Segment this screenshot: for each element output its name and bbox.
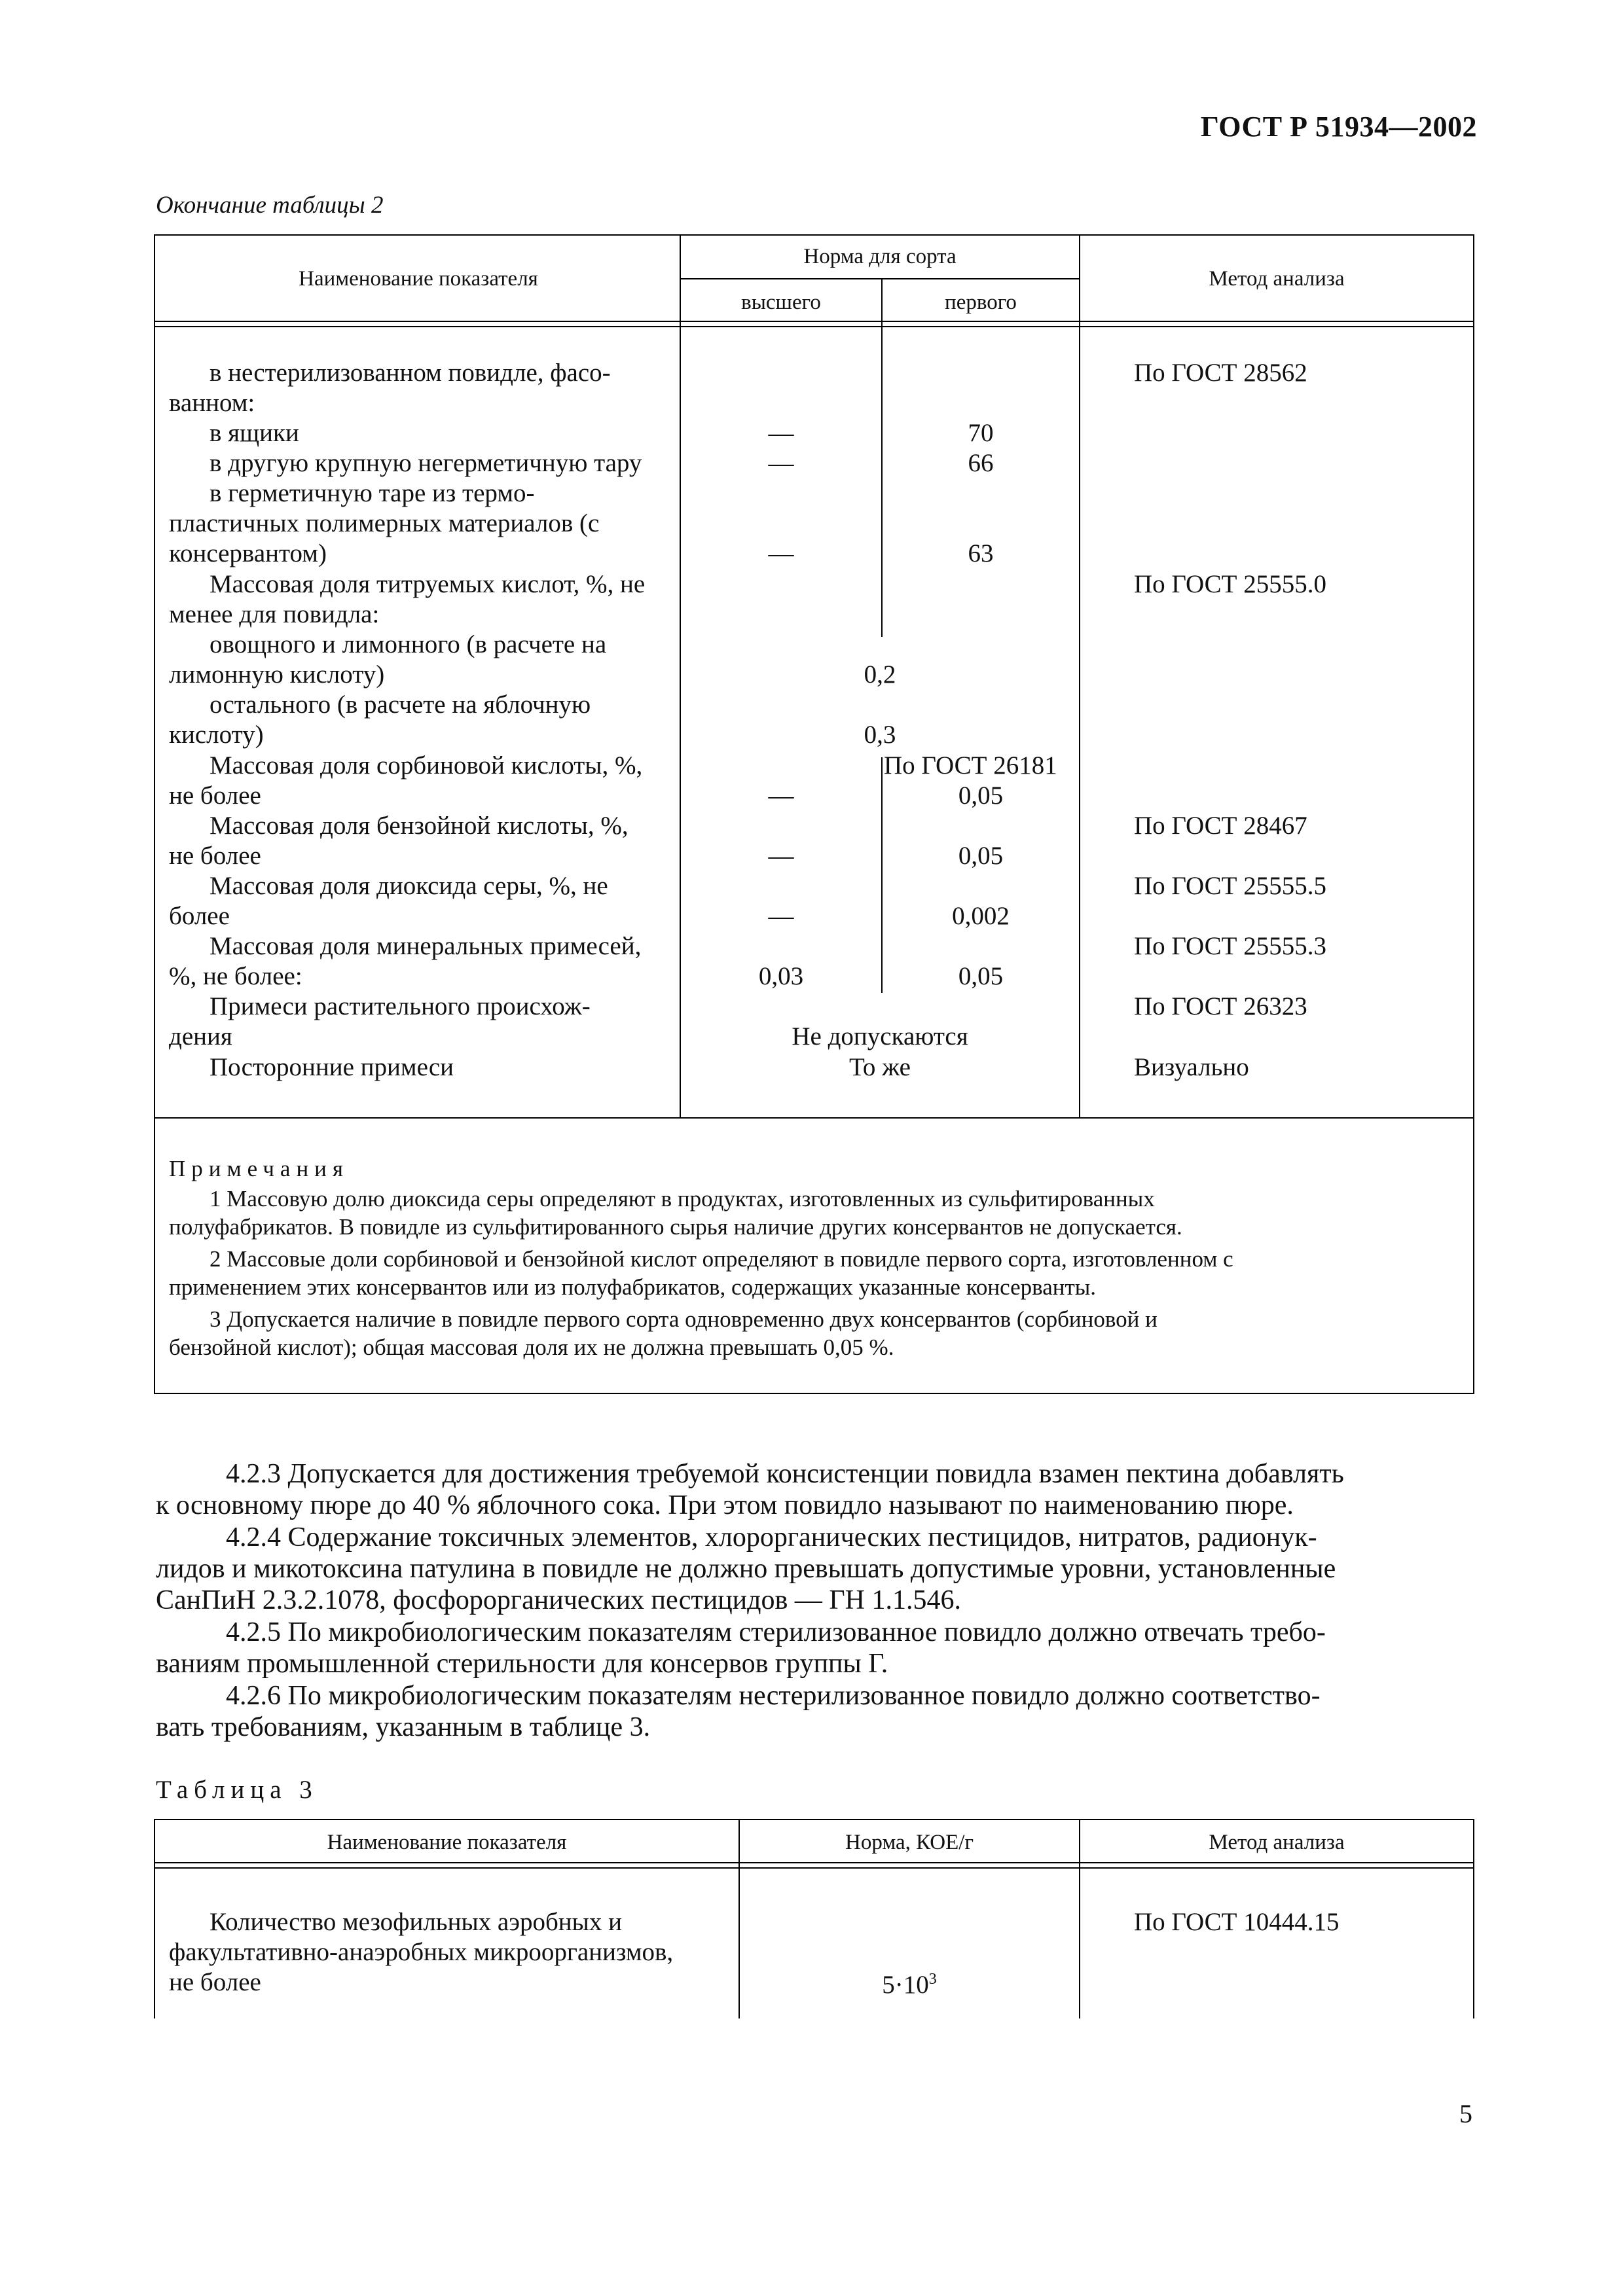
page-number: 5 [1459,2099,1472,2128]
row-label: Массовая доля минеральных примесей, [210,932,642,960]
row-label: не более [169,1968,261,1996]
row-label: Массовая доля диоксида серы, %, не [210,872,608,900]
paragraph-4-2-4: лидов и микотоксина патулина в повидле не должно превышать допустимые уровни, установленные [156,1554,1336,1584]
row-label: консервантом) [169,539,327,567]
note-3: бензойной кислот); общая массовая доля их не должна превышать 0,05 %. [169,1335,894,1360]
table2-caption: Окончание таблицы 2 [156,192,384,219]
row-method: По ГОСТ 25555.5 [1134,872,1326,900]
row-method: По ГОСТ 10444.15 [1134,1908,1340,1936]
row-method: По ГОСТ 26181 [884,751,1057,780]
note-2: применением этих консервантов или из полуфабрикатов, содержащих указанные консерванты. [169,1274,1097,1300]
row-norm-both: Не допускаются [792,1022,968,1050]
row-label: овощного и лимонного (в расчете на [210,630,607,658]
row-label: менее для повидла: [169,600,380,628]
row-first: 0,002 [952,902,1010,930]
row-label: в герметичную таре из термо- [210,479,535,507]
row-label: дения [169,1022,232,1050]
row-first: 66 [968,449,994,477]
row-label: в другую крупную негерметичную тару [210,449,642,477]
col-header-indicator: Наименование показателя [299,267,538,291]
note-3: 3 Допускается наличие в повидле первого сорта одновременно двух консервантов (сорбиновой и [210,1306,1158,1332]
row-first: 0,05 [958,842,1004,870]
note-1: полуфабрикатов. В повидле из сульфитированного сырья наличие других консервантов не допускается. [169,1214,1182,1240]
document-id: ГОСТ Р 51934—2002 [1200,111,1477,143]
row-first: 0,05 [958,781,1004,810]
row-method: По ГОСТ 28562 [1134,359,1307,387]
t3-col-header-method: Метод анализа [1209,1831,1345,1854]
col-header-norm: Норма для сорта [803,245,957,268]
t3-col-header-indicator: Наименование показателя [327,1831,567,1854]
paragraph-4-2-3: к основному пюре до 40 % яблочного сока. При этом повидло называют по наименованию пюре. [156,1490,1294,1520]
row-label: кислоту) [169,721,264,749]
row-method: По ГОСТ 26323 [1134,992,1307,1020]
row-norm-both: 0,3 [864,721,896,749]
row-label: лимонную кислоту) [169,660,385,689]
row-label: не более [169,781,261,810]
row-method: По ГОСТ 25555.0 [1134,570,1326,598]
col-header-method: Метод анализа [1209,267,1345,291]
row-norm [740,1970,1079,2000]
t3-col-header-norm: Норма, КОЕ/г [845,1831,974,1854]
row-label: не более [169,842,261,870]
paragraph-4-2-5: 4.2.5 По микробиологическим показателям стерилизованное повидло должно отвечать требо- [226,1617,1326,1647]
col-header-first: первого [945,291,1017,314]
table3-caption: Таблица 3 [156,1776,318,1804]
paragraph-4-2-4: 4.2.4 Содержание токсичных элементов, хлорорганических пестицидов, нитратов, радионук- [226,1522,1317,1552]
norm-exponent: 3 [928,1971,937,1988]
row-label: более [169,902,230,930]
row-first: 0,05 [958,962,1004,990]
paragraph-4-2-6: вать требованиям, указанным в таблице 3. [156,1712,651,1742]
row-label: факультативно-анаэробных микроорганизмов, [169,1938,674,1966]
row-label: %, не более: [169,962,302,990]
row-label: остального (в расчете на яблочную [210,691,591,719]
row-label: Массовая доля титруемых кислот, %, не [210,570,646,598]
row-norm-both: То же [849,1053,911,1081]
note-2: 2 Массовые доли сорбиновой и бензойной кислот определяют в повидле первого сорта, изготовленном с [210,1246,1233,1272]
row-label: пластичных полимерных материалов (с [169,509,600,537]
paragraph-4-2-4: СанПиН 2.3.2.1078, фосфорорганических пестицидов — ГН 1.1.546. [156,1585,961,1615]
row-label: Количество мезофильных аэробных и [210,1908,622,1936]
row-label: Массовая доля сорбиновой кислоты, %, [210,751,643,780]
row-first: 70 [968,419,994,447]
paragraph-4-2-3: 4.2.3 Допускается для достижения требуемой консистенции повидла взамен пектина добавлять [226,1459,1344,1489]
row-highest: — [768,539,794,567]
row-highest: 0,03 [758,962,804,990]
paragraph-4-2-6: 4.2.6 По микробиологическим показателям нестерилизованное повидло должно соответство- [226,1681,1321,1711]
row-highest: — [768,419,794,447]
row-method: По ГОСТ 28467 [1134,812,1307,840]
row-highest: — [768,902,794,930]
row-first: 63 [968,539,994,567]
row-highest: — [768,842,794,870]
col-header-highest: высшего [741,291,821,314]
note-1: 1 Массовую долю диоксида серы определяют в продуктах, изготовленных из сульфитированных [210,1186,1155,1211]
row-label: Массовая доля бензойной кислоты, %, [210,812,629,840]
row-highest: — [768,781,794,810]
row-norm-both: 0,2 [864,660,896,689]
row-label: Примеси растительного происхож- [210,992,591,1020]
row-method: По ГОСТ 25555.3 [1134,932,1326,960]
row-label: Посторонние примеси [210,1053,454,1081]
row-label: ванном: [169,389,255,417]
norm-base: 5·10 [882,1971,929,1999]
row-label: в нестерилизованном повидле, фасо- [210,359,611,387]
row-highest: — [768,449,794,477]
row-method: Визуально [1134,1053,1249,1081]
row-label: в ящики [210,419,299,447]
notes-title: Примечания [169,1156,350,1181]
paragraph-4-2-5: ваниям промышленной стерильности для консервов группы Г. [156,1649,888,1679]
